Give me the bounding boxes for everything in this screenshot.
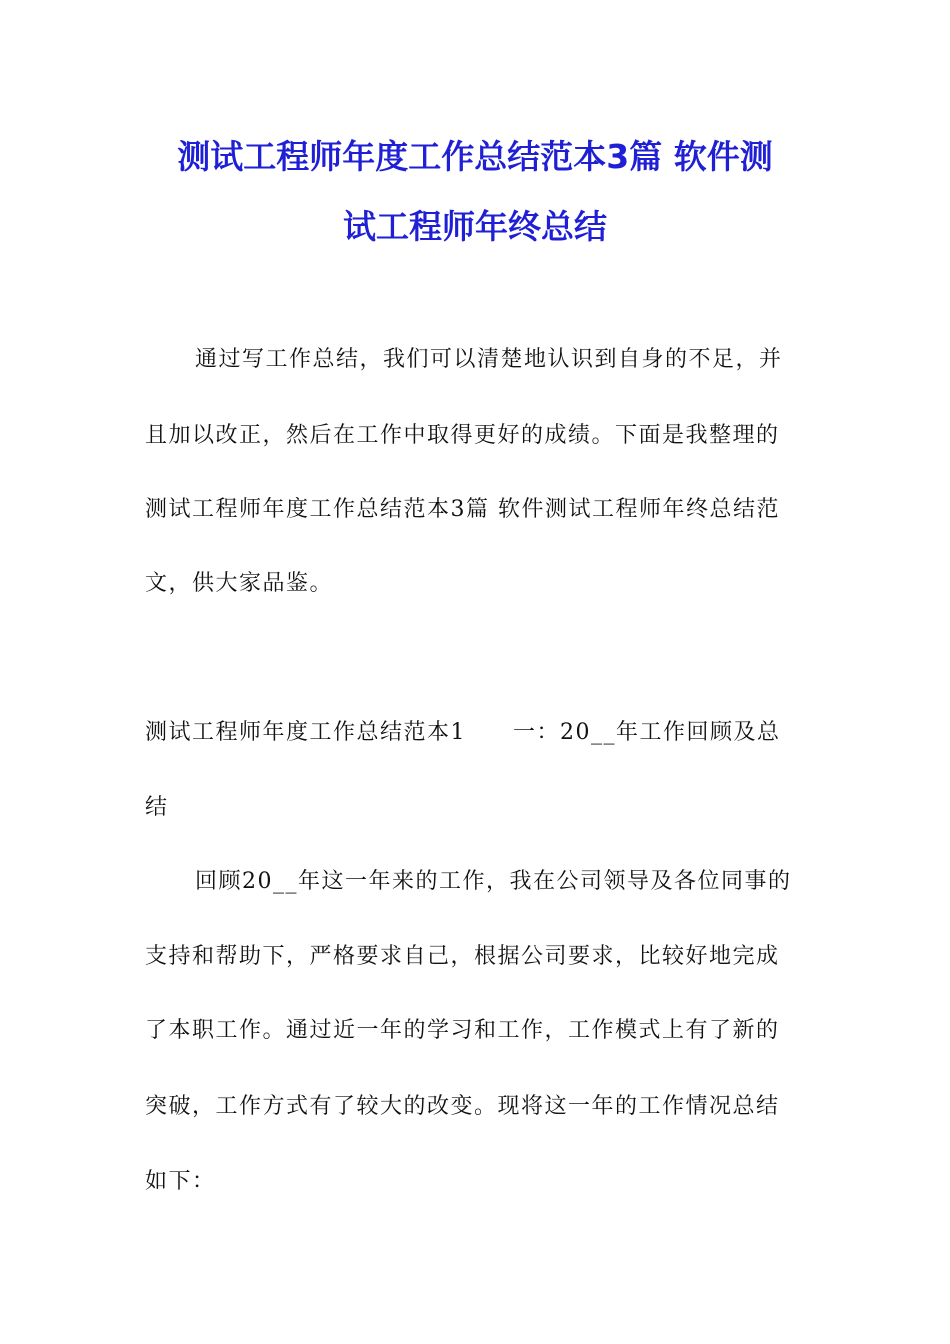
intro-line-1: 通过写工作总结，我们可以清楚地认识到自身的不足，并 [195, 347, 783, 372]
intro-line-3: 测试工程师年度工作总结范本3篇 软件测试工程师年终总结范 [145, 497, 780, 522]
body-line-2: 支持和帮助下，严格要求自己，根据公司要求，比较好地完成 [145, 944, 780, 969]
document-title-line-2: 试工程师年终总结 [343, 207, 607, 246]
body-line-3: 了本职工作。通过近一年的学习和工作，工作模式上有了新的 [145, 1018, 780, 1043]
intro-line-4: 文，供大家品鉴。 [145, 571, 334, 596]
body-line-5: 如下： [145, 1169, 216, 1194]
body-line-4: 突破，工作方式有了较大的改变。现将这一年的工作情况总结 [145, 1094, 780, 1119]
body-line-1: 回顾20__年这一年来的工作，我在公司领导及各位同事的 [195, 869, 792, 894]
section-heading-line-2: 结 [145, 795, 169, 820]
section-heading-line-1: 测试工程师年度工作总结范本1 一：20__年工作回顾及总 [145, 720, 781, 745]
document-title-line-1: 测试工程师年度工作总结范本3篇 软件测 [177, 137, 773, 176]
intro-line-2: 且加以改正，然后在工作中取得更好的成绩。下面是我整理的 [145, 423, 780, 448]
